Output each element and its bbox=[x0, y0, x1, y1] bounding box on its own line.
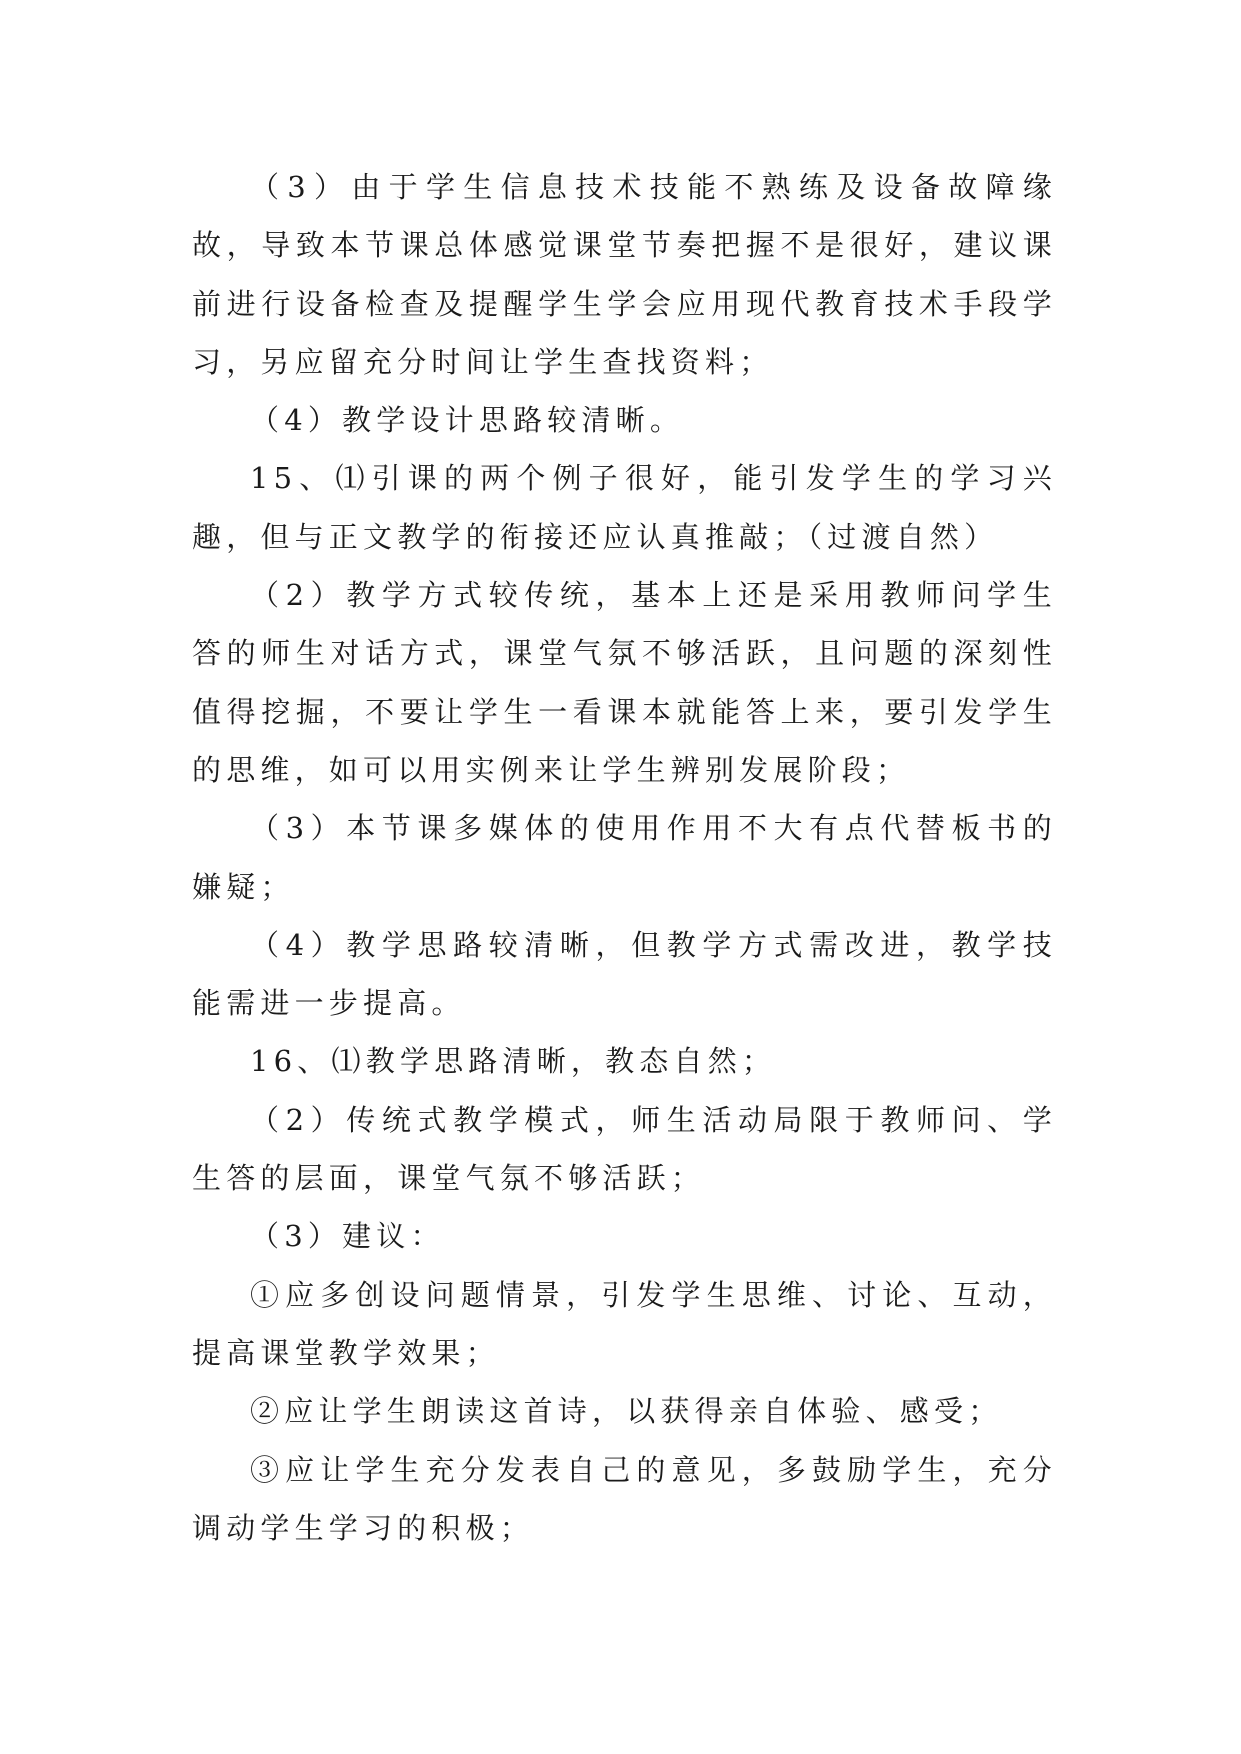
paragraph-section-16: 16、⑴教学思路清晰，教态自然； bbox=[250, 1044, 777, 1079]
paragraph-section-15: 15、⑴引课的两个例子很好，能引发学生的学习兴趣，但与正文教学的衔接还应认真推敲；（过渡自然） bbox=[192, 461, 1057, 554]
suggestion-2: ②应让学生朗读这首诗，以获得亲自体验、感受； bbox=[250, 1394, 1003, 1429]
suggestion-3: ③应让学生充分发表自己的意见，多鼓励学生，充分调动学生学习的积极； bbox=[192, 1452, 1057, 1545]
suggestion-1: ①应多创设问题情景，引发学生思维、讨论、互动，提高课堂教学效果； bbox=[192, 1277, 1057, 1370]
document-body bbox=[192, 158, 1057, 1557]
paragraph-section-16-item-2: （2）传统式教学模式，师生活动局限于教师问、学生答的层面，课堂气氛不够活跃； bbox=[192, 1102, 1057, 1196]
paragraph-section-15-item-2: （2）教学方式较传统，基本上还是采用教师问学生答的师生对话方式，课堂气氛不够活跃，且问题的深刻性值得挖掘，不要让学生一看课本就能答上来，要引发学生的思维，如可以用实例来让学生辨别发展阶段； bbox=[192, 578, 1057, 787]
paragraph-item-3: （3）由于学生信息技术技能不熟练及设备故障缘故，导致本节课总体感觉课堂节奏把握不是很好，建议课前进行设备检查及提醒学生学会应用现代教育技术手段学习，另应留充分时间让学生查找资料； bbox=[192, 170, 1057, 379]
paragraph-section-16-item-3: （3）建议： bbox=[250, 1219, 445, 1254]
paragraph-section-15-item-3: （3）本节课多媒体的使用作用不大有点代替板书的嫌疑； bbox=[192, 811, 1057, 904]
paragraph-section-15-item-4: （4）教学思路较清晰，但教学方式需改进，教学技能需进一步提高。 bbox=[192, 927, 1057, 1021]
paragraph-item-4: （4）教学设计思路较清晰。 bbox=[250, 403, 685, 438]
